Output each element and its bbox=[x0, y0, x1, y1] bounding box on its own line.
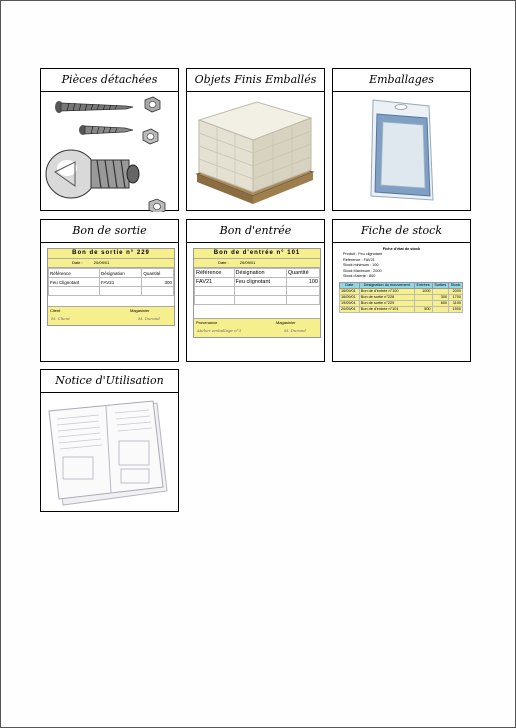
cell: 1700 bbox=[449, 294, 463, 300]
provenance-signature: Atelier emballage n°3 bbox=[197, 328, 242, 333]
stock-heading: Fiche d'état de stock bbox=[382, 247, 421, 251]
cell bbox=[432, 306, 449, 312]
cell: 20/09/01 bbox=[340, 306, 360, 312]
cell: 300 bbox=[142, 278, 174, 287]
cell: 2000 bbox=[449, 288, 463, 294]
manual-booklet-image bbox=[41, 393, 178, 513]
table-row bbox=[340, 306, 463, 312]
form-footer bbox=[48, 306, 174, 325]
cell: 16/09/01 bbox=[340, 288, 360, 294]
cell: 300 bbox=[432, 294, 449, 300]
cell: 19/09/01 bbox=[340, 300, 360, 306]
cell: Bon de sortie n°228 bbox=[359, 294, 414, 300]
cell: FAV21 bbox=[195, 278, 235, 287]
card-emballages bbox=[332, 68, 471, 211]
form-footer bbox=[194, 318, 320, 337]
card-title: Fiche de stock bbox=[333, 220, 470, 243]
card-title: Bon d'entrée bbox=[187, 220, 324, 243]
column-header: Référence bbox=[49, 269, 100, 278]
column-header: Quantité bbox=[286, 269, 319, 278]
column-header: Entrées bbox=[414, 282, 432, 288]
form-date bbox=[48, 259, 174, 268]
card-title: Notice d'Utilisation bbox=[41, 370, 178, 393]
magasinier-signature: M. Durand bbox=[138, 316, 160, 321]
client-signature: M. Client bbox=[51, 316, 70, 321]
date-value: 20/09/01 bbox=[93, 260, 110, 265]
stock-line: Stock minimum : 100 bbox=[343, 263, 379, 267]
column-header: Stock bbox=[449, 282, 463, 288]
stock-line: Stock d'alerte : 800 bbox=[343, 274, 376, 278]
cell: Bon de d'entrée n°100 bbox=[359, 288, 414, 294]
stock-line: Produit : Feu clignotant bbox=[343, 252, 383, 256]
magasinier-label: Magasinier bbox=[276, 320, 296, 325]
magasinier-label: Magasinier bbox=[130, 308, 150, 313]
column-header: Quantité bbox=[142, 269, 174, 278]
cell: 16/09/01 bbox=[340, 294, 360, 300]
cell: 1000 bbox=[414, 288, 432, 294]
cell: Bon de sortie n°229 bbox=[359, 300, 414, 306]
spare-parts-image bbox=[41, 92, 178, 212]
cell: Feu Clignotant bbox=[49, 278, 100, 287]
cell: 600 bbox=[432, 300, 449, 306]
cell: FAV21 bbox=[100, 278, 142, 287]
card-title: Emballages bbox=[333, 69, 470, 92]
cell: Bon de d'entrée n°101 bbox=[359, 306, 414, 312]
magasinier-signature: M. Durand bbox=[284, 328, 306, 333]
cell: 1100 bbox=[449, 300, 463, 306]
column-header: Sorties bbox=[432, 282, 449, 288]
cell: Feu clignotant bbox=[234, 278, 286, 287]
cell: 100 bbox=[286, 278, 319, 287]
card-title: Bon de sortie bbox=[41, 220, 178, 243]
exit-voucher-form bbox=[47, 248, 175, 326]
blister-pack-image bbox=[333, 92, 470, 212]
stock-sheet bbox=[333, 246, 470, 313]
card-objets-finis bbox=[186, 68, 325, 211]
form-table bbox=[194, 268, 320, 305]
date-label: Date : bbox=[218, 260, 229, 265]
card-title: Pièces détachées bbox=[41, 69, 178, 92]
client-label: Client bbox=[50, 308, 61, 313]
column-header: Référence bbox=[195, 269, 235, 278]
card-title: Objets Finis Emballés bbox=[187, 69, 324, 92]
pallet-image bbox=[187, 92, 324, 212]
date-label: Date : bbox=[72, 260, 83, 265]
column-header: Date bbox=[340, 282, 360, 288]
card-bon-d-entree bbox=[186, 219, 325, 362]
date-value: 20/09/01 bbox=[239, 260, 256, 265]
column-header: Désignation bbox=[100, 269, 142, 278]
column-header: Désignation bbox=[234, 269, 286, 278]
column-header: Désignation du mouvement bbox=[359, 282, 414, 288]
card-pieces-detachees bbox=[40, 68, 179, 211]
stock-table bbox=[339, 282, 463, 313]
card-notice-d-utilisation bbox=[40, 369, 179, 512]
form-date bbox=[194, 259, 320, 268]
form-title: Bon de d'entrée n° 101 bbox=[194, 249, 320, 259]
entry-voucher-form bbox=[193, 248, 321, 338]
provenance-label: Provenance bbox=[196, 320, 218, 325]
form-table bbox=[48, 268, 174, 296]
cell: 500 bbox=[414, 306, 432, 312]
cell: 1500 bbox=[449, 306, 463, 312]
card-fiche-de-stock bbox=[332, 219, 471, 362]
card-bon-de-sortie bbox=[40, 219, 179, 362]
stock-line: Référence : FAV21 bbox=[343, 257, 375, 262]
stock-line: Stock Maximum : 2000 bbox=[343, 268, 382, 273]
form-title: Bon de sortie n° 229 bbox=[48, 249, 174, 259]
